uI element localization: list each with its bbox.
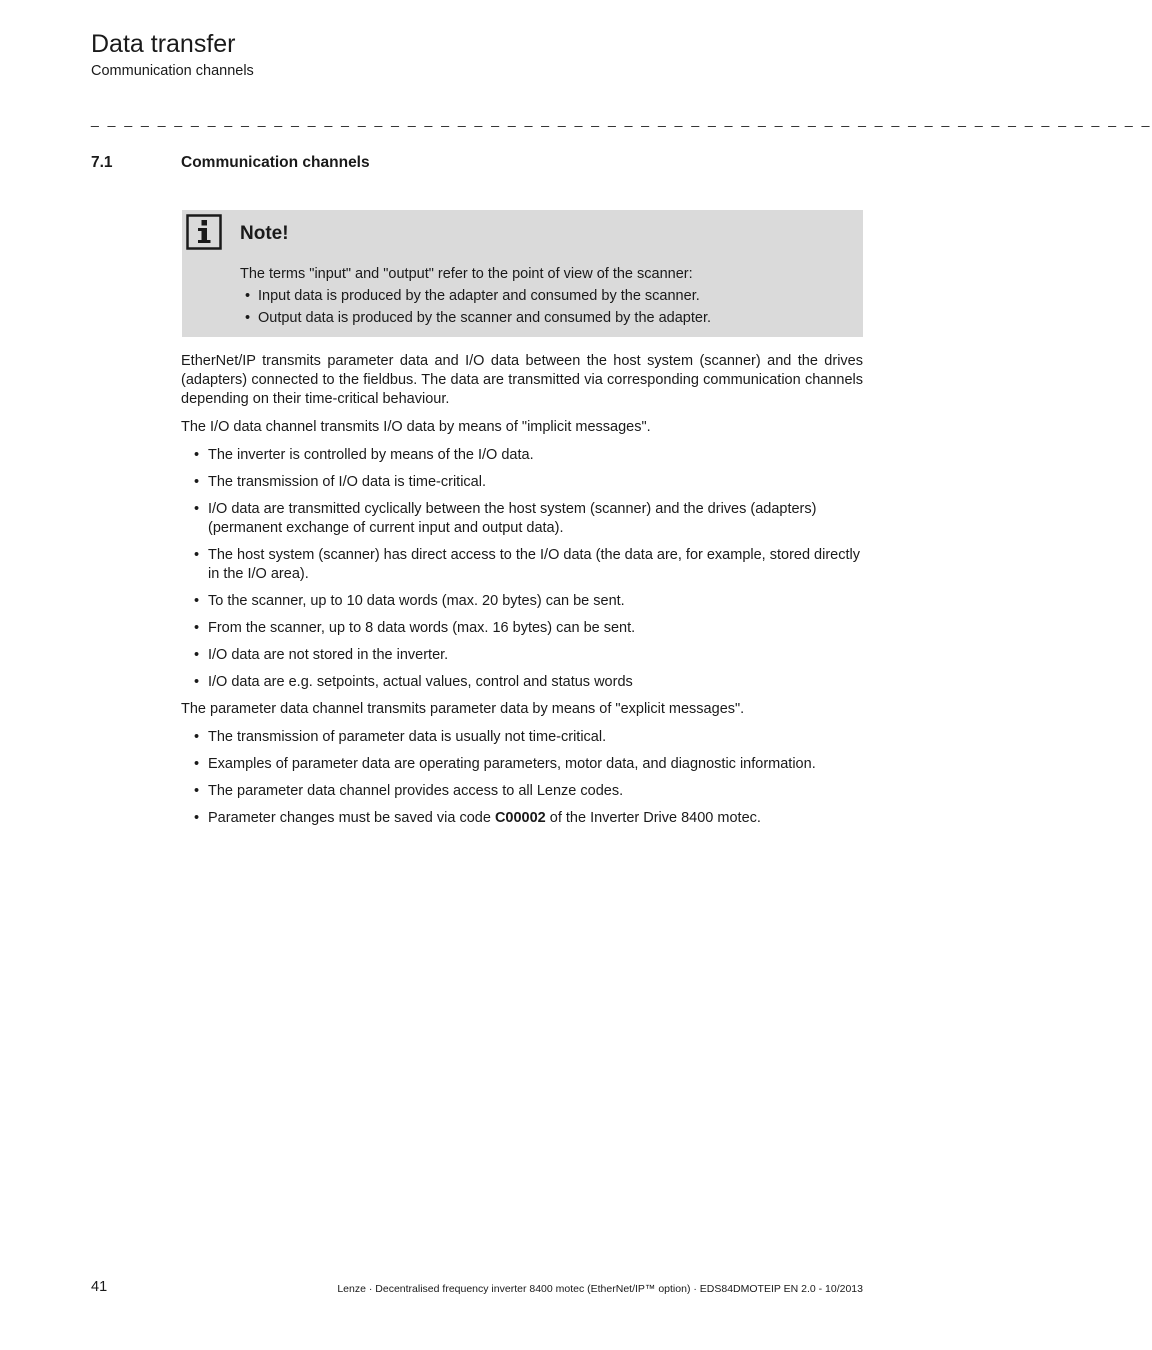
note-bullet-list <box>240 285 850 329</box>
list-item <box>181 809 863 828</box>
list-item: • The parameter data channel provides access to all Lenze codes. <box>181 782 863 801</box>
list-item: • To the scanner, up to 10 data words (max. 20 bytes) can be sent. <box>181 592 863 611</box>
list-item: • The host system (scanner) has direct access to the I/O data (the data are, for example, stored directly in the I/O area). <box>181 546 863 584</box>
list-item: • The inverter is controlled by means of the I/O data. <box>181 446 863 465</box>
note-bullet: • Input data is produced by the adapter and consumed by the scanner. <box>240 285 850 307</box>
chapter-title: Data transfer <box>91 30 236 58</box>
code-reference[interactable]: C00002 <box>494 810 546 826</box>
list-item: • From the scanner, up to 8 data words (max. 16 bytes) can be sent. <box>181 619 863 638</box>
list-item-prefix: Parameter changes must be saved via code <box>208 810 495 826</box>
intro-paragraph: EtherNet/IP transmits parameter data and I/O data between the host system (scanner) and the drives (adapters) connected to the fieldbus. The data are transmitted via corresponding communication channels depending on their time-critical behaviour. <box>181 353 863 407</box>
page-number: 41 <box>91 1279 108 1295</box>
body-text <box>181 352 863 836</box>
list-item: • I/O data are e.g. setpoints, actual values, control and status words <box>181 673 863 692</box>
list-item: • I/O data are transmitted cyclically between the host system (scanner) and the drives (adapters) (permanent exchange of current input and output data). <box>181 500 863 538</box>
page-header <box>91 28 863 79</box>
param-intro-paragraph: The parameter data channel transmits parameter data by means of "explicit messages". <box>181 701 745 717</box>
list-item: • The transmission of parameter data is usually not time-critical. <box>181 728 863 747</box>
list-item: • The transmission of I/O data is time-critical. <box>181 473 863 492</box>
chapter-subtitle: Communication channels <box>91 63 254 79</box>
io-intro-paragraph: The I/O data channel transmits I/O data by means of "implicit messages". <box>181 419 651 435</box>
info-icon <box>186 214 222 250</box>
list-item: • I/O data are not stored in the inverter. <box>181 646 863 665</box>
io-bullet-list <box>181 446 863 692</box>
param-bullet-list <box>181 728 863 828</box>
note-intro: The terms "input" and "output" refer to the point of view of the scanner: <box>240 266 693 282</box>
page-footer <box>91 1279 863 1299</box>
note-text <box>240 263 850 329</box>
header-divider: _ _ _ _ _ _ _ _ _ _ _ _ _ _ _ _ _ _ _ _ _ _ _ _ _ _ _ _ _ _ _ _ _ _ _ _ _ _ _ _ _ _ _ _ _ _ _ _ _ _ _ _ _ _ _ _ _ _ _ _ _ _ _ _ <box>91 111 1152 127</box>
note-box <box>182 210 863 337</box>
section-number: 7.1 <box>91 154 113 171</box>
list-item: • Examples of parameter data are operating parameters, motor data, and diagnostic information. <box>181 755 863 774</box>
note-bullet: • Output data is produced by the scanner and consumed by the adapter. <box>240 307 850 329</box>
note-title: Note! <box>240 223 289 244</box>
section-heading <box>91 154 863 172</box>
section-title: Communication channels <box>181 154 370 171</box>
list-item-suffix: of the Inverter Drive 8400 motec. <box>545 810 761 826</box>
footer-text: Lenze · Decentralised frequency inverter 8400 motec (EtherNet/IP™ option) · EDS84DMOTEIP EN 2.0 - 10/2013 <box>337 1283 863 1295</box>
